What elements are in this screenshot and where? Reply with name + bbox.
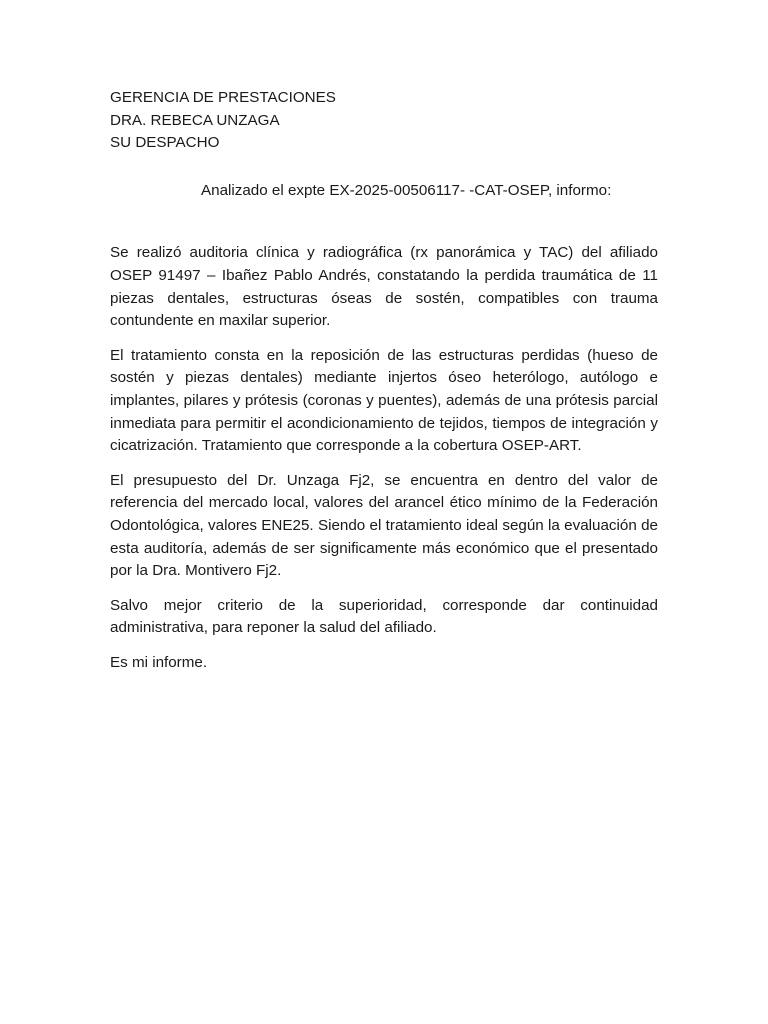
recipient-office: SU DESPACHO [110,134,220,152]
paragraph-audit: Se realizó auditoria clínica y radiográfica (rx panorámica y TAC) del afiliado OSEP 91497 – Ibañez Pablo Andrés, constatando la perdida traumática de 11 piezas dentales, estructuras óseas de sostén, compatibles con trauma contundente en maxilar superior. [110,244,658,330]
paragraph-recommendation: Salvo mejor criterio de la superioridad, corresponde dar continuidad administrativa, para reponer la salud del afiliado. [110,596,658,637]
paragraph-budget: El presupuesto del Dr. Unzaga Fj2, se encuentra en dentro del valor de referencia del mercado local, valores del arancel ético mínimo de la Federación Odontológica, valores ENE25. Siendo el tratamiento ideal según la evaluación de esta auditoría, además de ser significamente más económico que el presentado por la Dra. Montivero Fj2. [110,471,658,580]
recipient-address [110,87,658,155]
recipient-department: GERENCIA DE PRESTACIONES [110,89,336,106]
report-paragraphs [110,242,658,674]
intro-line: Analizado el expte EX-2025-00506117- -CAT-OSEP, informo: [201,181,612,199]
document-body [110,87,658,674]
paragraph-treatment: El tratamiento consta en la reposición de las estructuras perdidas (hueso de sostén y piezas dentales) mediante injertos óseo heterólogo, autólogo e implantes, pilares y prótesis (coronas y puentes), además de una prótesis parcial inmediata para permitir el acondicionamiento de tejidos, tiempos de integración y cicatrización. Tratamiento que corresponde a la cobertura OSEP-ART. [110,346,658,455]
recipient-name: DRA. REBECA UNZAGA [110,111,280,129]
closing-line: Es mi informe. [110,653,208,671]
